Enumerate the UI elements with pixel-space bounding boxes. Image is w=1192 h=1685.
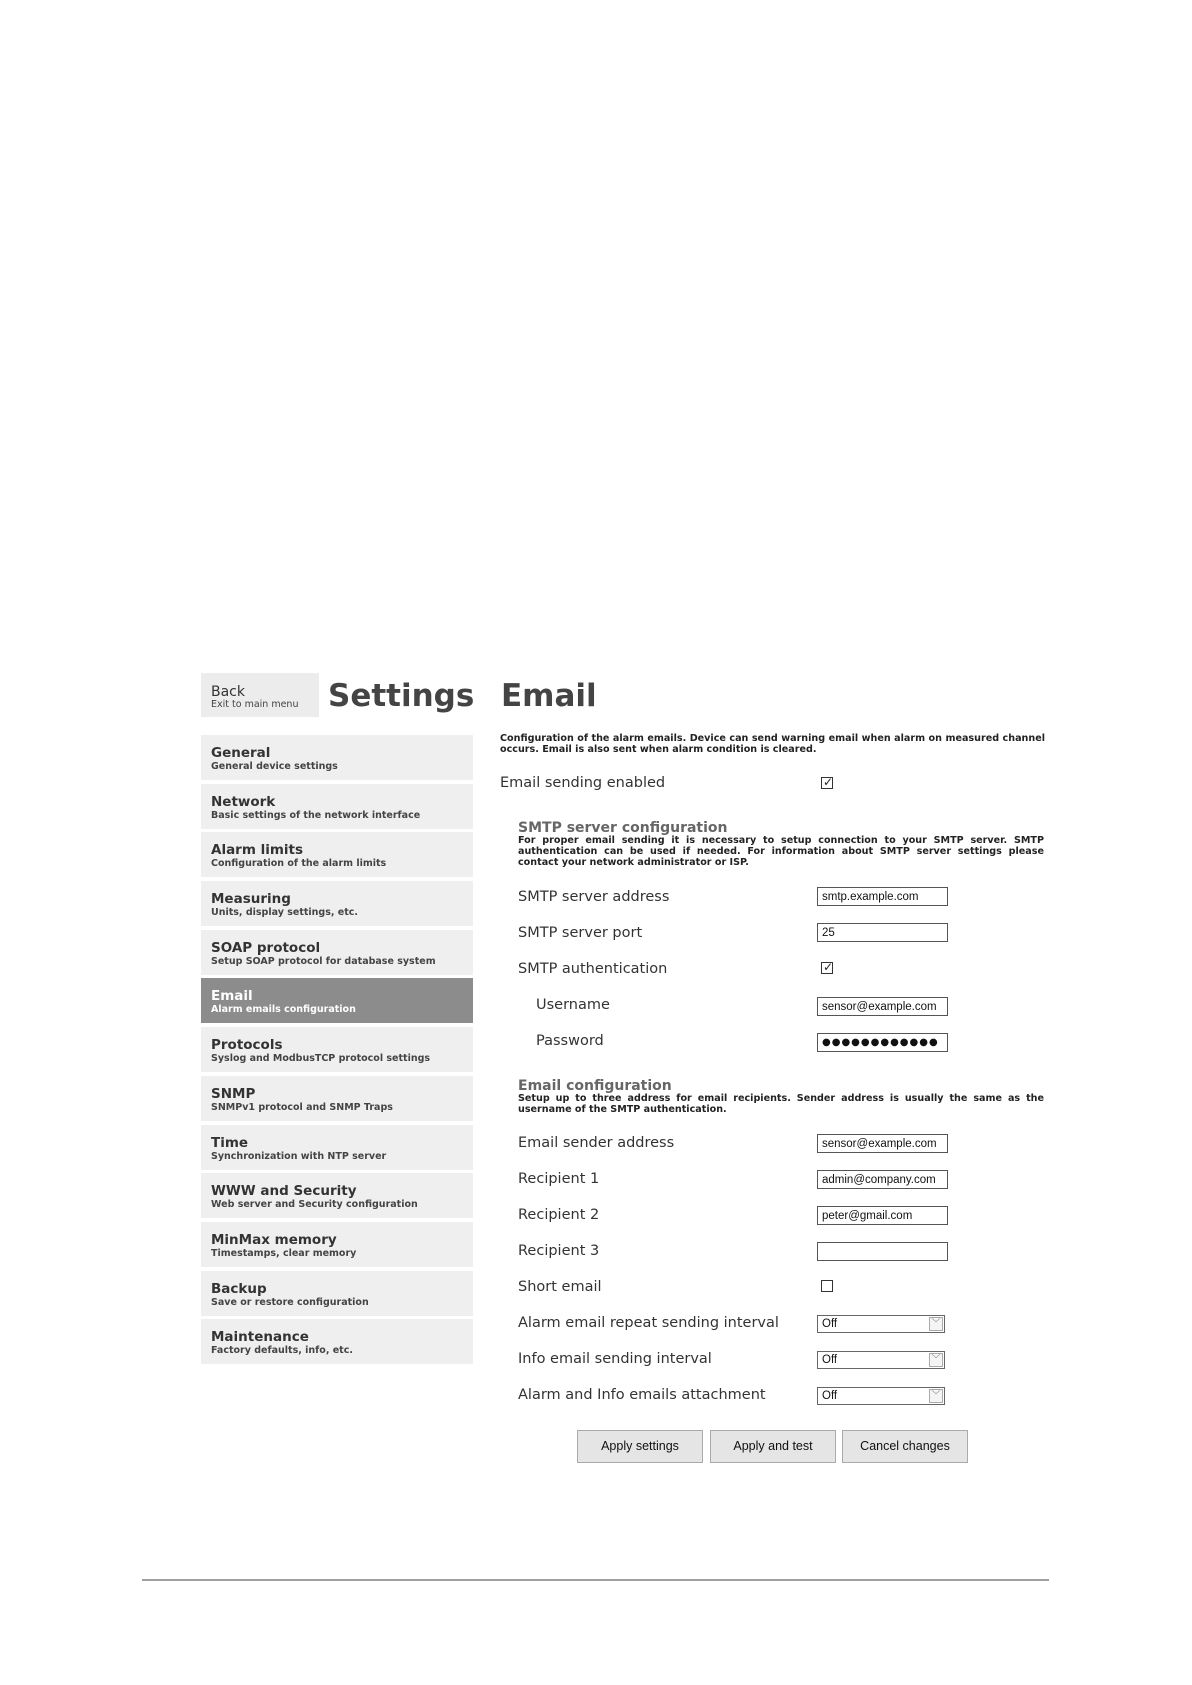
nav-item-title: SOAP protocol xyxy=(211,939,321,956)
nav-item-email[interactable] xyxy=(201,978,473,1023)
nav-item-title: Backup xyxy=(211,1280,267,1297)
nav-item-subtitle: General device settings xyxy=(211,761,338,772)
apply-and-test-button[interactable]: Apply and test xyxy=(710,1430,836,1463)
nav-item-title: Network xyxy=(211,793,276,810)
nav-item-protocols[interactable] xyxy=(201,1027,473,1072)
smtp-address-label: SMTP server address xyxy=(518,889,670,905)
nav-item-subtitle: Web server and Security configuration xyxy=(211,1199,418,1211)
attachment-value: Off xyxy=(822,1390,838,1402)
cancel-changes-button[interactable]: Cancel changes xyxy=(842,1430,968,1463)
nav-item-subtitle: Alarm emails configuration xyxy=(211,1004,356,1016)
repeat-interval-value: Off xyxy=(822,1318,838,1330)
nav-item-subtitle: Configuration of the alarm limits xyxy=(211,858,387,870)
nav-item-backup[interactable] xyxy=(201,1271,473,1316)
nav-item-title: Measuring xyxy=(211,891,291,908)
smtp-section-desc: For proper email sending it is necessary to setup connection to your SMTP server. SMTP authentication can be used if needed. For information about SMTP server settings please contact your network administrator or ISP. xyxy=(518,835,1044,868)
nav-item-network[interactable] xyxy=(201,784,473,829)
checkmark-icon: ✓ xyxy=(823,960,834,974)
nav-item-alarm-limits[interactable] xyxy=(201,832,473,877)
password-label: Password xyxy=(536,1033,604,1049)
nav-item-maintenance[interactable] xyxy=(201,1319,473,1364)
nav-item-title: Maintenance xyxy=(211,1329,309,1346)
recipient3-input[interactable] xyxy=(817,1242,948,1261)
repeat-interval-label: Alarm email repeat sending interval xyxy=(518,1315,779,1331)
username-label: Username xyxy=(536,997,610,1013)
smtp-port-input[interactable] xyxy=(817,923,948,942)
recipient2-input[interactable] xyxy=(817,1206,948,1225)
settings-title: Settings xyxy=(328,678,475,714)
nav-item-subtitle: Basic settings of the network interface xyxy=(211,809,421,821)
info-interval-label: Info email sending interval xyxy=(518,1351,712,1367)
nav-item-title: SNMP xyxy=(211,1085,256,1102)
nav-item-subtitle: Synchronization with NTP server xyxy=(211,1150,387,1162)
info-interval-select[interactable] xyxy=(817,1351,945,1369)
intro-text: Configuration of the alarm emails. Device can send warning email when alarm on measured channel occurs. Email is also sent when alarm condition is cleared. xyxy=(500,733,1045,755)
settings-nav xyxy=(201,735,473,1368)
nav-item-www-security[interactable] xyxy=(201,1173,473,1218)
smtp-section-title: SMTP server configuration xyxy=(518,820,728,836)
nav-item-title: Protocols xyxy=(211,1037,283,1054)
short-email-checkbox[interactable] xyxy=(821,1280,833,1292)
nav-item-title: Alarm limits xyxy=(211,842,304,859)
checkmark-icon: ✓ xyxy=(823,775,834,789)
sender-input[interactable] xyxy=(817,1134,948,1153)
recipient1-label: Recipient 1 xyxy=(518,1171,600,1187)
nav-item-title: General xyxy=(211,745,271,761)
nav-item-time[interactable] xyxy=(201,1125,473,1170)
nav-item-subtitle: SNMPv1 protocol and SNMP Traps xyxy=(211,1101,393,1113)
nav-item-minmax-memory[interactable] xyxy=(201,1222,473,1267)
email-config-desc: Setup up to three address for email recipients. Sender address is usually the same as the username of the SMTP authentication. xyxy=(518,1093,1044,1115)
info-interval-value: Off xyxy=(822,1354,838,1366)
smtp-port-label: SMTP server port xyxy=(518,925,643,941)
email-enabled-checkbox[interactable] xyxy=(821,777,833,789)
smtp-auth-label: SMTP authentication xyxy=(518,961,668,977)
apply-settings-button[interactable]: Apply settings xyxy=(577,1430,703,1463)
footer-divider xyxy=(142,1579,1049,1581)
nav-item-subtitle: Units, display settings, etc. xyxy=(211,907,359,919)
attachment-select[interactable] xyxy=(817,1387,945,1405)
nav-item-subtitle: Timestamps, clear memory xyxy=(211,1247,357,1259)
recipient3-label: Recipient 3 xyxy=(518,1243,600,1259)
chevron-down-icon[interactable]: ﹀ xyxy=(929,1353,943,1367)
nav-item-subtitle: Factory defaults, info, etc. xyxy=(211,1345,353,1357)
nav-item-soap-protocol[interactable] xyxy=(201,930,473,975)
nav-item-general[interactable] xyxy=(201,735,473,780)
email-enabled-label: Email sending enabled xyxy=(500,775,666,791)
nav-item-subtitle: Save or restore configuration xyxy=(211,1296,369,1308)
nav-item-measuring[interactable] xyxy=(201,881,473,926)
back-button-subtitle: Exit to main menu xyxy=(211,699,299,710)
chevron-down-icon[interactable]: ﹀ xyxy=(929,1317,943,1331)
page-title: Email xyxy=(501,678,597,714)
nav-item-title: MinMax memory xyxy=(211,1231,337,1248)
email-config-title: Email configuration xyxy=(518,1078,672,1094)
back-button[interactable] xyxy=(201,673,319,717)
nav-item-subtitle: Syslog and ModbusTCP protocol settings xyxy=(211,1053,431,1065)
recipient2-label: Recipient 2 xyxy=(518,1207,600,1223)
repeat-interval-select[interactable] xyxy=(817,1315,945,1333)
nav-item-title: Time xyxy=(211,1134,249,1151)
back-button-label: Back xyxy=(211,684,245,700)
smtp-address-input[interactable] xyxy=(817,887,948,906)
password-input[interactable]: ●●●●●●●●●●●● xyxy=(817,1033,948,1052)
nav-item-snmp[interactable] xyxy=(201,1076,473,1121)
nav-item-title: Email xyxy=(211,988,253,1005)
recipient1-input[interactable] xyxy=(817,1170,948,1189)
nav-item-subtitle: Setup SOAP protocol for database system xyxy=(211,955,436,967)
sender-label: Email sender address xyxy=(518,1135,675,1151)
short-email-label: Short email xyxy=(518,1279,602,1295)
smtp-auth-checkbox[interactable] xyxy=(821,962,833,974)
nav-item-title: WWW and Security xyxy=(211,1183,357,1200)
username-input[interactable] xyxy=(817,997,948,1016)
chevron-down-icon[interactable]: ﹀ xyxy=(929,1389,943,1403)
attachment-label: Alarm and Info emails attachment xyxy=(518,1387,766,1403)
